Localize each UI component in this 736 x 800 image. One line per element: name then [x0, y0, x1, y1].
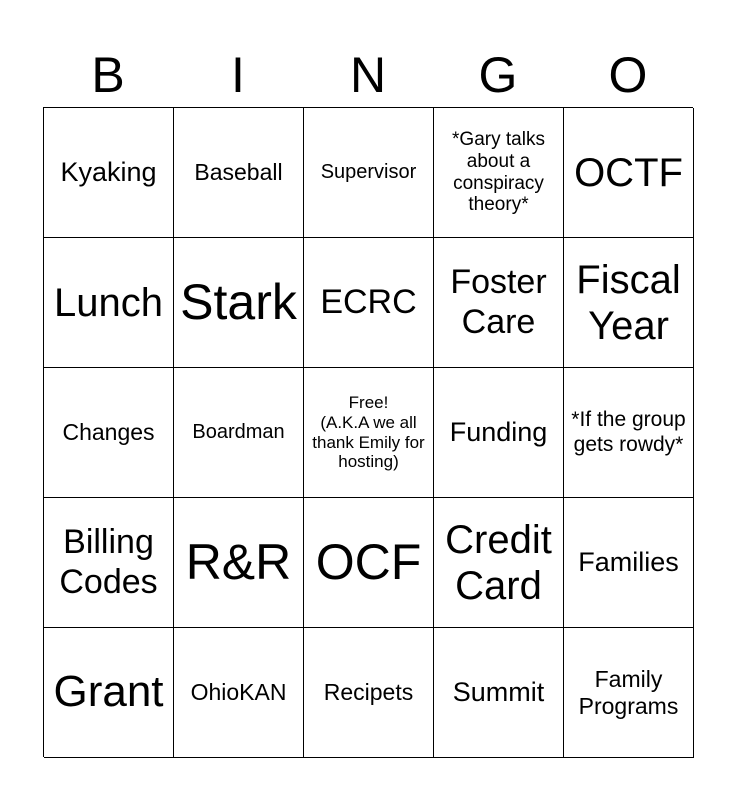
header-letter-i: I — [231, 47, 245, 103]
bingo-cell[interactable] — [564, 628, 694, 758]
bingo-cell[interactable] — [174, 498, 304, 628]
bingo-cell[interactable] — [564, 498, 694, 628]
cell-text: Foster Care — [450, 263, 547, 341]
bingo-cell[interactable] — [44, 628, 174, 758]
bingo-cell[interactable] — [564, 108, 694, 238]
bingo-cell[interactable] — [564, 238, 694, 368]
bingo-cell[interactable] — [434, 238, 564, 368]
bingo-cell[interactable] — [434, 498, 564, 628]
cell-text: Summit — [452, 676, 545, 707]
cell-text: Kyaking — [60, 156, 157, 187]
bingo-cell[interactable] — [304, 628, 434, 758]
cell-text: Fiscal Year — [576, 257, 681, 348]
bingo-cell[interactable] — [304, 108, 434, 238]
bingo-cell[interactable] — [44, 498, 174, 628]
bingo-card-grid — [43, 107, 693, 757]
cell-text: Families — [578, 546, 679, 577]
cell-text: Billing Codes — [59, 523, 158, 601]
cell-text: *If the group gets rowdy* — [571, 408, 686, 456]
cell-text: OCTF — [574, 150, 683, 195]
cell-text: Funding — [449, 416, 548, 447]
cell-text: Baseball — [194, 159, 283, 186]
bingo-cell[interactable] — [564, 368, 694, 498]
cell-text: Changes — [62, 419, 155, 446]
cell-text: R&R — [185, 533, 292, 590]
bingo-cell[interactable] — [434, 368, 564, 498]
bingo-cell[interactable] — [174, 238, 304, 368]
cell-text: Credit Card — [445, 517, 552, 608]
header-letter-g: G — [478, 47, 518, 103]
bingo-cell[interactable] — [434, 628, 564, 758]
header-letter-b: B — [91, 47, 125, 103]
cell-text: OhioKAN — [190, 679, 287, 706]
bingo-cell[interactable] — [304, 238, 434, 368]
cell-text: *Gary talks about a conspiracy theory* — [452, 128, 545, 216]
cell-text: ECRC — [320, 282, 417, 321]
cell-text: OCF — [315, 533, 422, 590]
header-letter-o: O — [608, 47, 648, 103]
free-space-text: Free! (A.K.A we all thank Emily for hosting) — [312, 393, 425, 472]
cell-text: Supervisor — [320, 161, 417, 183]
bingo-cell[interactable] — [44, 368, 174, 498]
free-space-cell[interactable] — [304, 368, 434, 498]
cell-text: Boardman — [192, 421, 285, 443]
bingo-cell[interactable] — [174, 368, 304, 498]
bingo-cell[interactable] — [44, 238, 174, 368]
cell-text: Family Programs — [578, 666, 679, 719]
bingo-cell[interactable] — [44, 108, 174, 238]
header-letter-n: N — [349, 47, 387, 103]
cell-text: Recipets — [323, 679, 414, 706]
cell-text: Grant — [53, 667, 164, 717]
bingo-cell[interactable] — [174, 108, 304, 238]
bingo-header — [43, 44, 693, 106]
bingo-cell[interactable] — [434, 108, 564, 238]
cell-text: Stark — [180, 273, 297, 330]
cell-text: Lunch — [54, 280, 163, 325]
bingo-cell[interactable] — [304, 498, 434, 628]
bingo-cell[interactable] — [174, 628, 304, 758]
